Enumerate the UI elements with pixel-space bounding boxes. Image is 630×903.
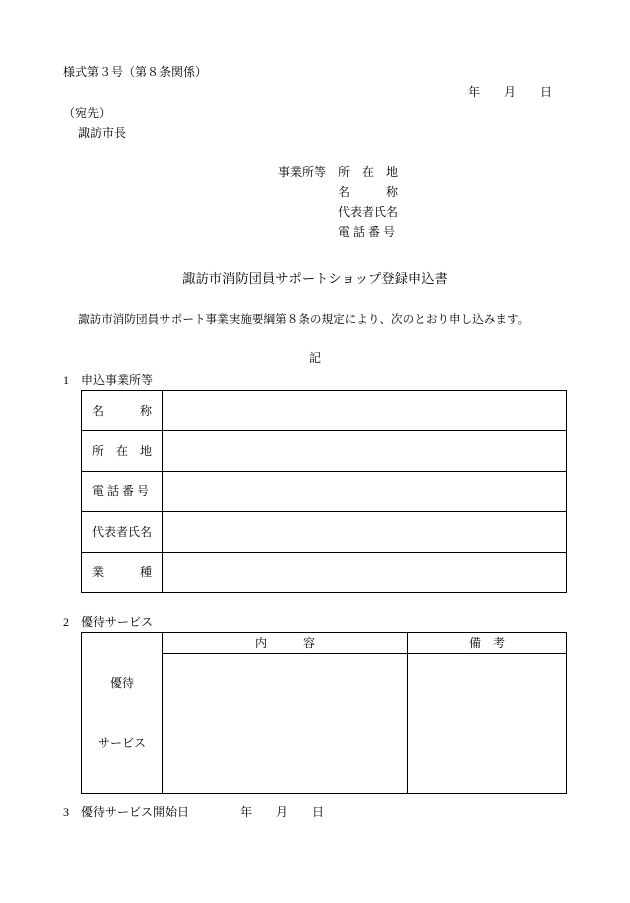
section2-heading: 2 優待サービス	[63, 615, 154, 629]
table-row	[82, 512, 567, 552]
applicant-table	[81, 390, 567, 593]
table-header-row	[82, 633, 567, 654]
row-value-address	[163, 431, 567, 471]
row-value-phone	[163, 471, 567, 511]
row-label-representative: 代表者氏名	[82, 512, 163, 552]
service-row-label-line1: 優待	[109, 676, 134, 690]
service-row-label	[82, 633, 163, 794]
row-value-representative	[163, 512, 567, 552]
section3-heading: 3 優待サービス開始日	[63, 805, 190, 819]
service-table	[81, 632, 567, 794]
applicant-phone-label: 電 話 番 号	[338, 225, 396, 239]
date-line: 年 月 日	[468, 85, 553, 99]
section1-heading: 1 申込事業所等	[63, 373, 154, 387]
row-label-address: 所 在 地	[82, 431, 163, 471]
column-header-content: 内 容	[163, 633, 408, 654]
row-value-name	[163, 391, 567, 431]
section3-date: 年 月 日	[240, 805, 325, 819]
row-value-industry	[163, 552, 567, 592]
table-row	[82, 391, 567, 431]
row-label-phone: 電 話 番 号	[82, 471, 163, 511]
applicant-address-label: 所 在 地	[338, 165, 399, 179]
addressee-name: 諏訪市長	[78, 126, 127, 140]
row-label-name: 名 称	[82, 391, 163, 431]
applicant-group-label: 事業所等	[278, 165, 327, 179]
intro-text: 諏訪市消防団員サポート事業実施要綱第８条の規定により、次のとおり申し込みます。	[78, 313, 530, 326]
table-row	[82, 431, 567, 471]
addressee-label: （宛先）	[63, 106, 112, 120]
ki-heading: 記	[308, 351, 321, 365]
column-header-notes: 備 考	[408, 633, 567, 654]
service-row-label-line2: サービス	[97, 736, 146, 750]
applicant-representative-label: 代表者氏名	[338, 205, 399, 219]
service-notes-cell	[408, 654, 567, 794]
form-number: 様式第３号（第８条関係）	[63, 65, 208, 79]
service-content-cell	[163, 654, 408, 794]
applicant-name-label: 名 称	[338, 185, 399, 199]
table-row	[82, 471, 567, 511]
table-row	[82, 552, 567, 592]
row-label-industry: 業 種	[82, 552, 163, 592]
document-title: 諏訪市消防団員サポートショップ登録申込書	[182, 271, 448, 286]
